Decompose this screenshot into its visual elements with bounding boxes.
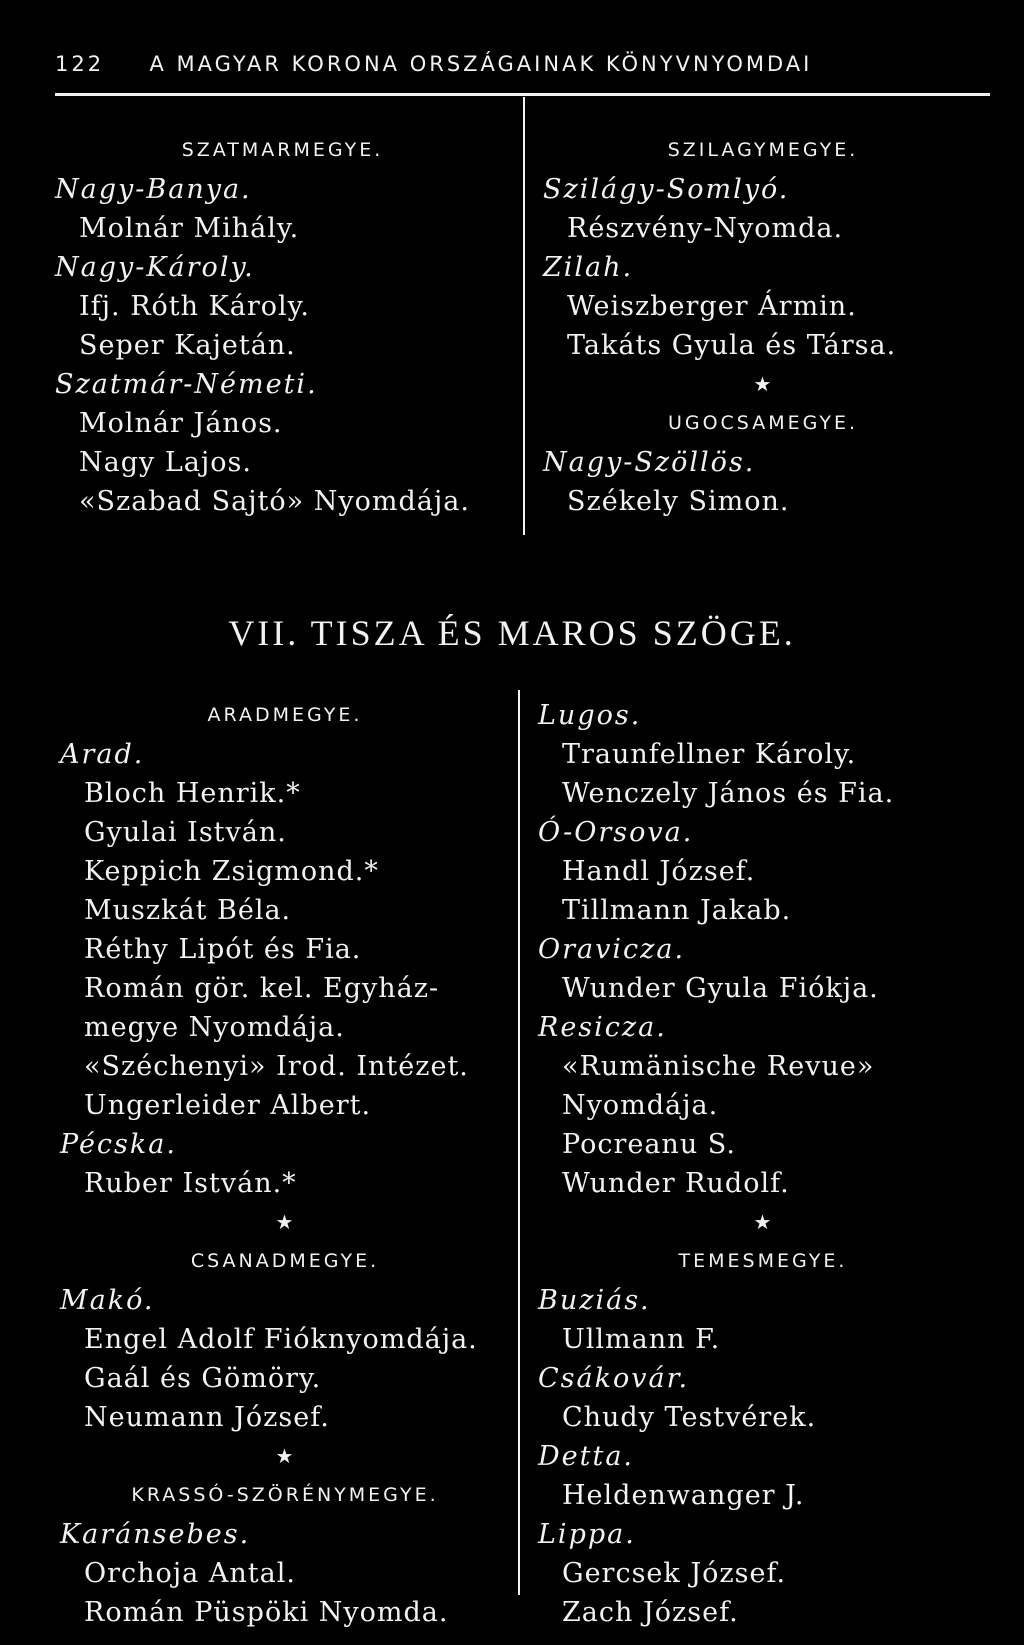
- place-name: Nagy-Károly.: [55, 252, 255, 283]
- column-divider-bottom: [518, 690, 520, 1595]
- printer-entry: Takáts Gyula és Társa.: [567, 330, 897, 361]
- printer-entry: Weiszberger Ármin.: [567, 291, 857, 322]
- column-bottom-right: [538, 696, 988, 1632]
- printer-entry: Traunfellner Károly.: [562, 739, 857, 770]
- place-name: Arad.: [60, 739, 145, 770]
- place-name: Ó-Orsova.: [538, 817, 694, 848]
- place-name: Pécska.: [60, 1129, 177, 1160]
- place-name: Oravicza.: [538, 934, 686, 965]
- printer-entry: «Szabad Sajtó» Nyomdája.: [79, 486, 470, 517]
- county-heading: UGOCSAMEGYE.: [667, 412, 859, 434]
- star-separator-icon: ★: [275, 1210, 295, 1234]
- section-title: VII. TISZA ÉS MAROS SZÖGE.: [228, 613, 796, 653]
- place-name: Szilágy-Somlyó.: [543, 174, 790, 205]
- place-name: Lippa.: [538, 1519, 636, 1550]
- printer-entry: Ungerleider Albert.: [84, 1090, 372, 1121]
- column-bottom-left: [60, 696, 510, 1632]
- place-name: Detta.: [538, 1441, 635, 1472]
- place-name: Buziás.: [538, 1285, 651, 1316]
- star-separator-icon: ★: [753, 372, 773, 396]
- county-heading: SZATMARMEGYE.: [181, 139, 384, 161]
- printer-entry: Nyomdája.: [562, 1090, 719, 1121]
- page-number: 122: [55, 52, 105, 76]
- page-running-title: A MAGYAR KORONA ORSZÁGAINAK KÖNYVNYOMDAI: [149, 52, 813, 76]
- page-header: [55, 52, 985, 76]
- printer-entry: Román Püspöki Nyomda.: [84, 1597, 449, 1628]
- county-heading: CSANADMEGYE.: [190, 1250, 380, 1272]
- star-separator-icon: ★: [753, 1210, 773, 1234]
- printer-entry: Handl József.: [562, 856, 756, 887]
- printer-entry: Engel Adolf Fióknyomdája.: [84, 1324, 478, 1355]
- county-heading: ARADMEGYE.: [207, 704, 363, 726]
- place-name: Makó.: [60, 1285, 155, 1316]
- printer-entry: Ifj. Róth Károly.: [79, 291, 310, 322]
- printer-entry: Román gör. kel. Egyház-: [84, 973, 440, 1004]
- printer-entry: Keppich Zsigmond.*: [84, 856, 379, 887]
- printer-entry: Részvény-Nyomda.: [567, 213, 844, 244]
- county-heading: KRASSÓ-SZÖRÉNYMEGYE.: [131, 1484, 439, 1506]
- column-divider-top: [523, 97, 525, 535]
- printer-entry: Székely Simon.: [567, 486, 790, 517]
- printer-entry: Zach József.: [562, 1597, 739, 1628]
- printer-entry: Chudy Testvérek.: [562, 1402, 817, 1433]
- printer-entry: Gyulai István.: [84, 817, 287, 848]
- header-rule: [55, 93, 990, 96]
- printer-entry: Seper Kajetán.: [79, 330, 296, 361]
- place-name: Karánsebes.: [60, 1519, 251, 1550]
- printer-entry: «Rumänische Revue»: [562, 1051, 875, 1082]
- column-top-right: [543, 131, 983, 521]
- printer-entry: Bloch Henrik.*: [84, 778, 301, 809]
- printer-entry: Réthy Lipót és Fia.: [84, 934, 362, 965]
- printer-entry: megye Nyomdája.: [84, 1012, 345, 1043]
- printer-entry: Gaál és Gömöry.: [84, 1363, 322, 1394]
- printer-entry: Heldenwanger J.: [562, 1480, 805, 1511]
- column-top-left: [55, 131, 510, 521]
- place-name: Szatmár-Németi.: [55, 369, 318, 400]
- printer-entry: Ruber István.*: [84, 1168, 297, 1199]
- printer-entry: Wunder Rudolf.: [562, 1168, 790, 1199]
- printer-entry: «Széchenyi» Irod. Intézet.: [84, 1051, 469, 1082]
- printer-entry: Wunder Gyula Fiókja.: [562, 973, 879, 1004]
- printer-entry: Tillmann Jakab.: [562, 895, 792, 926]
- printer-entry: Molnár János.: [79, 408, 283, 439]
- place-name: Lugos.: [538, 700, 642, 731]
- printer-entry: Pocreanu S.: [562, 1129, 736, 1160]
- star-separator-icon: ★: [275, 1444, 295, 1468]
- printer-entry: Molnár Mihály.: [79, 213, 300, 244]
- printer-entry: Gercsek József.: [562, 1558, 787, 1589]
- place-name: Csákovár.: [538, 1363, 690, 1394]
- place-name: Nagy-Szöllös.: [543, 447, 756, 478]
- printer-entry: Wenczely János és Fia.: [562, 778, 895, 809]
- place-name: Zilah.: [543, 252, 634, 283]
- place-name: Resicza.: [538, 1012, 667, 1043]
- printer-entry: Ullmann F.: [562, 1324, 721, 1355]
- printer-entry: Muszkát Béla.: [84, 895, 292, 926]
- county-heading: TEMESMEGYE.: [678, 1250, 848, 1272]
- county-heading: SZILAGYMEGYE.: [667, 139, 859, 161]
- place-name: Nagy-Banya.: [55, 174, 252, 205]
- printer-entry: Neumann József.: [84, 1402, 330, 1433]
- printer-entry: Nagy Lajos.: [79, 447, 252, 478]
- printer-entry: Orchoja Antal.: [84, 1558, 296, 1589]
